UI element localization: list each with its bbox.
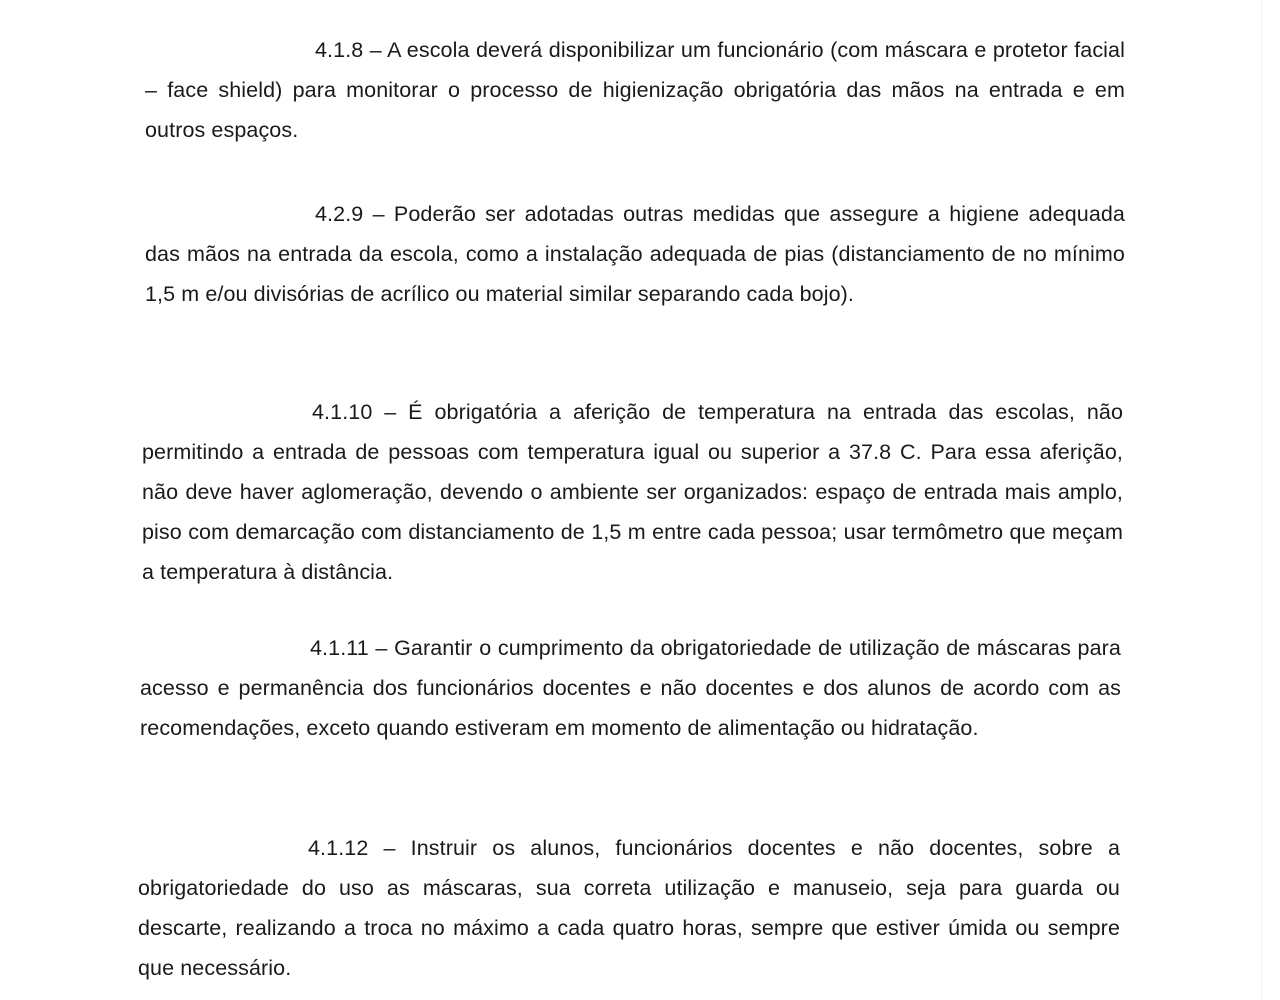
paragraph-4-1-8: 4.1.8 – A escola deverá disponibilizar um funcionário (com máscara e protetor facial – face shield) para monitorar o processo de higienização obrigatória das mãos na entrada e em outros espaços. bbox=[145, 38, 1125, 142]
paragraph-4-1-10: 4.1.10 – É obrigatória a aferição de temperatura na entrada das escolas, não permitindo a entrada de pessoas com temperatura igual ou superior a 37.8 C. Para essa aferição, não deve haver aglomeração, devendo o ambiente ser organizados: espaço de entrada mais amplo, piso com demarcação com distanciamento de 1,5 m entre cada pessoa; usar termômetro que meçam a temperatura à distância. bbox=[142, 400, 1123, 584]
paragraph-4-2-9: 4.2.9 – Poderão ser adotadas outras medidas que assegure a higiene adequada das mãos na entrada da escola, como a instalação adequada de pias (distanciamento de no mínimo 1,5 m e/ou divisórias de acrílico ou material similar separando cada bojo). bbox=[145, 202, 1125, 306]
paragraph-4-1-11: 4.1.11 – Garantir o cumprimento da obrigatoriedade de utilização de máscaras para acesso e permanência dos funcionários docentes e não docentes e dos alunos de acordo com as recomendações, exceto quando estiveram em momento de alimentação ou hidratação. bbox=[140, 636, 1121, 740]
scan-edge bbox=[1261, 0, 1262, 1000]
paragraph-4-1-12: 4.1.12 – Instruir os alunos, funcionários docentes e não docentes, sobre a obrigatoriedade do uso as máscaras, sua correta utilização e manuseio, seja para guarda ou descarte, realizando a troca no máximo a cada quatro horas, sempre que estiver úmida ou sempre que necessário. bbox=[138, 836, 1120, 980]
